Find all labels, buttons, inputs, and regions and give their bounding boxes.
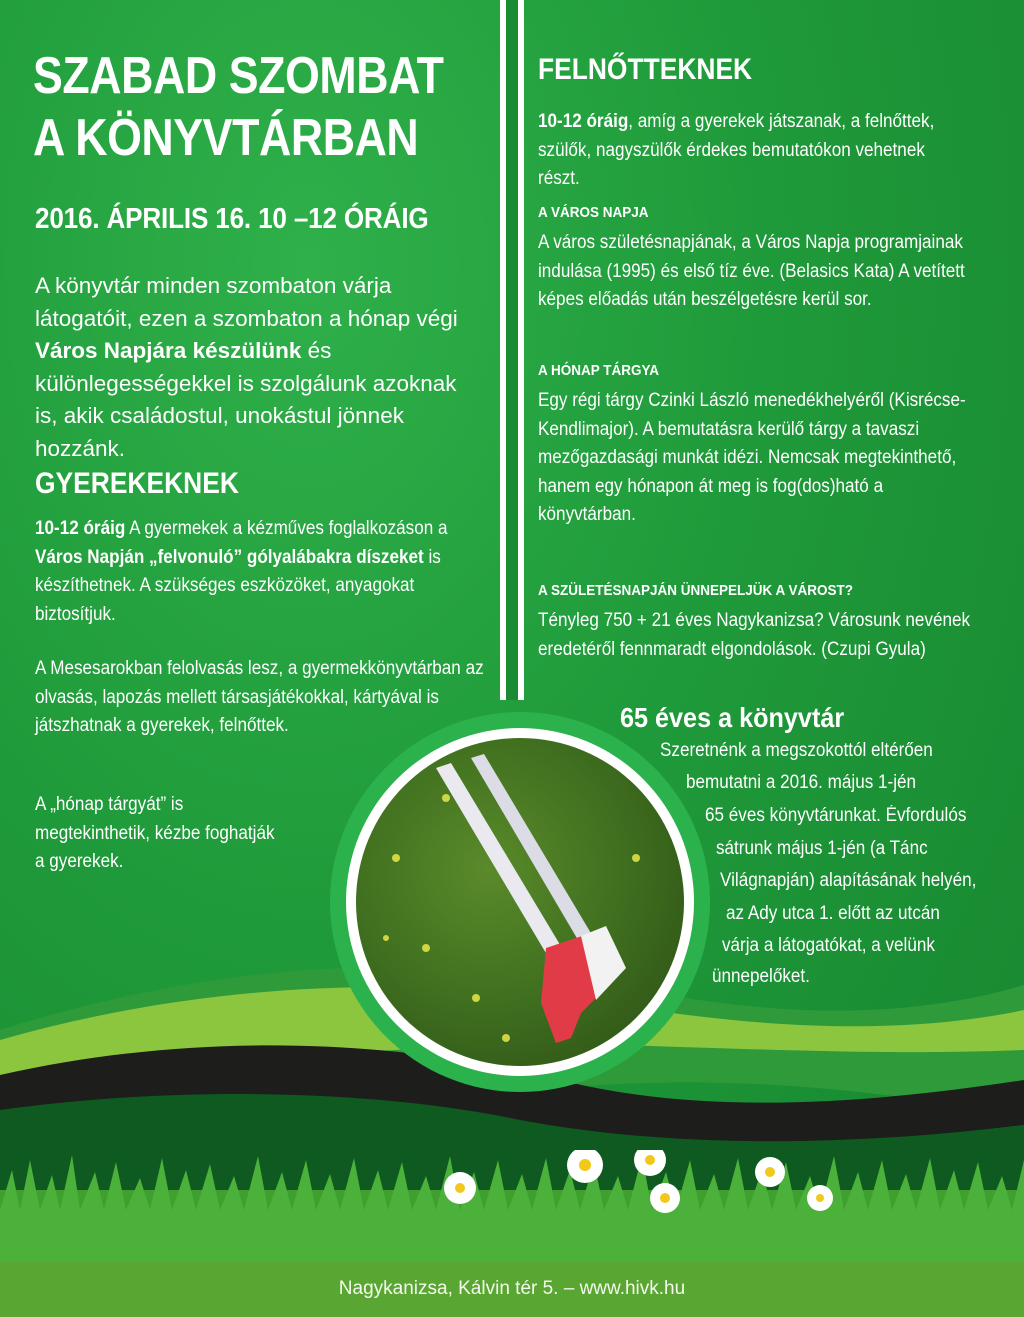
kids-p1-bold: Város Napján „felvonuló” gólyalábakra díszeket [35,546,424,568]
kids-time: 10-12 óráig [35,518,126,539]
anniversary-line-6: az Ady utca 1. előtt az utcán [726,903,940,924]
anniversary-line-3: 65 éves könyvtárunkat. Évfordulós [705,805,967,826]
stilts-photo [356,738,684,1066]
section-text-varos-napja: A város születésnapjának, a Város Napja programjainak indulása (1995) és első tíz éve. (Belasics Kata) A vetített képes előadás után beszélgetésre kerül sor. [538,232,965,310]
kids-p1-text1: A gyermekek a kézműves foglalkozáson a [125,518,448,539]
anniversary-line-8: ünnepelőket. [712,966,810,987]
anniversary-line-1: Szeretnénk a megszokottól eltérően [660,740,933,761]
grass-border [0,1150,1024,1265]
adults-time: 10-12 óráig [538,111,629,132]
kids-paragraph-1 [35,515,485,629]
kids-paragraph-2: A Mesesarokban felolvasás lesz, a gyermekkönyvtárban az olvasás, lapozás mellett társasjátékokkal, kártyával is játszhatnak a gyerekek, felnőttek. [35,658,484,736]
anniversary-heading: 65 éves a könyvtár [620,702,845,733]
section-title-varos-napja: A VÁROS NAPJA [538,204,649,221]
intro-text-1: A könyvtár minden szombaton várja látogatóit, ezen a szombaton a hónap végi [35,273,458,331]
adults-heading: FELNŐTTEKNEK [538,53,753,86]
column-divider [500,0,524,700]
anniversary-line-5: Világnapján) alapításának helyén, [720,870,977,891]
adults-intro [538,108,970,194]
intro-bold: Város Napjára készülünk [35,338,302,363]
adults-intro-text: , amíg a gyerekek játszanak, a felnőttek, szülők, nagyszülők érdekes bemutatókon vehetnek részt. [538,111,935,189]
kids-p1-text2: is készíthetnek. A szükséges eszközöket, anyagokat biztosítjuk. [35,546,441,625]
section-text-honap-targya: Egy régi tárgy Czinki László menedékhelyéről (Kisrécse-Kendlimajor). A bemutatásra kerülő tárgy a tavaszi mezőgazdasági munkát idézi. Nemcsak megtekinthető, hanem egy hónapon át meg is fog(dos)ható a könyvtárban. [538,390,966,525]
section-title-szuletesnap: A SZÜLETÉSNAPJÁN ÜNNEPELJÜK A VÁROST? [538,582,854,599]
poster-title-line1: SZABAD SZOMBAT [33,47,444,105]
section-text-szuletesnap: Tényleg 750 + 21 éves Nagykanizsa? Városunk nevének eredetéről fennmaradt elgondolások. (Czupi Gyula) [538,610,971,660]
anniversary-line-4: sátrunk május 1-jén (a Tánc [716,838,928,859]
event-date: 2016. ÁPRILIS 16. 10 –12 ÓRÁIG [35,203,429,235]
intro-paragraph [35,270,485,465]
section-title-honap-targya: A HÓNAP TÁRGYA [538,362,660,379]
footer-address: Nagykanizsa, Kálvin tér 5. – www.hivk.hu [338,1278,686,1299]
kids-paragraph-3: A „hónap tárgyát” is megtekinthetik, kézbe foghatják a gyerekek. [35,794,275,872]
stilts-illustration [356,738,684,1066]
intro-text-2: és különlegességekkel is szolgálunk azoknak is, akik családostul, unokástul jönnek hozzánk. [35,338,457,461]
poster-title-line2: A KÖNYVTÁRBAN [33,109,419,167]
anniversary-line-7: várja a látogatókat, a velünk [722,935,935,956]
anniversary-line-2: bemutatni a 2016. május 1-jén [686,772,917,793]
kids-heading: GYEREKEKNEK [35,467,239,500]
